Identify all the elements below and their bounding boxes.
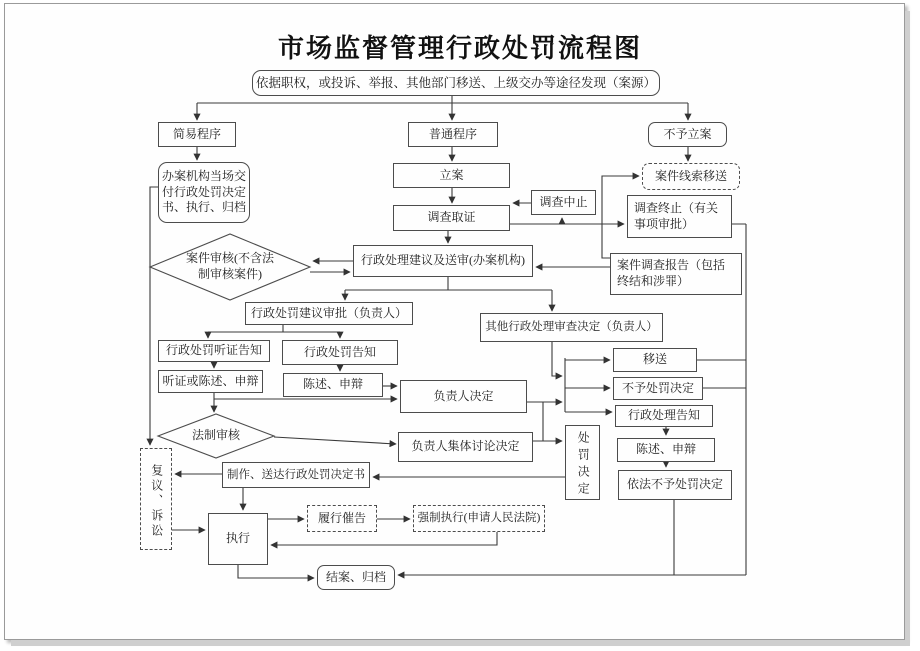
node-reminder: 履行催告: [307, 505, 377, 532]
node-collective-decision: 负责人集体讨论决定: [398, 432, 533, 462]
node-suspension: 调查中止: [531, 190, 596, 215]
node-lawful-no-penalty: 依法不予处罚决定: [618, 470, 732, 500]
node-proposal-approval: 行政处罚建议审批（负责人）: [245, 302, 413, 325]
node-report: 案件调查报告（包括终结和涉罪）: [610, 253, 742, 295]
node-hearing-statement: 听证或陈述、申辩: [158, 370, 263, 393]
node-serve-decision: 制作、送达行政处罚决定书: [222, 462, 370, 488]
node-close-case: 结案、归档: [317, 565, 395, 590]
node-statement: 陈述、申辩: [283, 373, 383, 397]
node-hearing-notice: 行政处罚听证告知: [158, 340, 270, 362]
node-investigation: 调查取证: [393, 205, 510, 231]
node-statement-2: 陈述、申辩: [617, 438, 715, 462]
node-proposal: 行政处理建议及送审(办案机构): [353, 245, 533, 277]
node-normal-procedure: 普通程序: [408, 122, 498, 147]
node-no-penalty: 不予处罚决定: [613, 377, 703, 400]
node-case-source: 依据职权，或投诉、举报、其他部门移送、上级交办等途径发现（案源）: [252, 70, 660, 96]
node-no-filing: 不予立案: [648, 122, 727, 147]
node-termination: 调查终止（有关事项审批）: [627, 195, 732, 238]
node-penalty-notice: 行政处罚告知: [282, 340, 398, 365]
node-case-review: 案件审核(不含法制审核案件): [186, 251, 274, 281]
node-enforcement: 强制执行(申请人民法院): [413, 505, 545, 532]
node-head-decision: 负责人决定: [400, 380, 527, 413]
node-transfer: 移送: [613, 348, 697, 372]
node-review-litigation: 复议、诉讼: [140, 448, 172, 550]
node-handling-notice: 行政处理告知: [615, 405, 713, 427]
node-execution: 执行: [208, 513, 268, 565]
node-other-decision: 其他行政处理审查决定（负责人）: [480, 313, 663, 342]
node-legal-review: 法制审核: [191, 428, 240, 443]
node-onsite-decision: 办案机构当场交付行政处罚决定书、执行、归档: [158, 162, 250, 223]
page-title: 市场监督管理行政处罚流程图: [277, 34, 642, 63]
node-filing: 立案: [393, 163, 510, 188]
node-simple-procedure: 简易程序: [158, 122, 236, 147]
node-clue-transfer: 案件线索移送: [642, 163, 740, 190]
node-penalty-decision: 处罚决定: [565, 425, 600, 500]
